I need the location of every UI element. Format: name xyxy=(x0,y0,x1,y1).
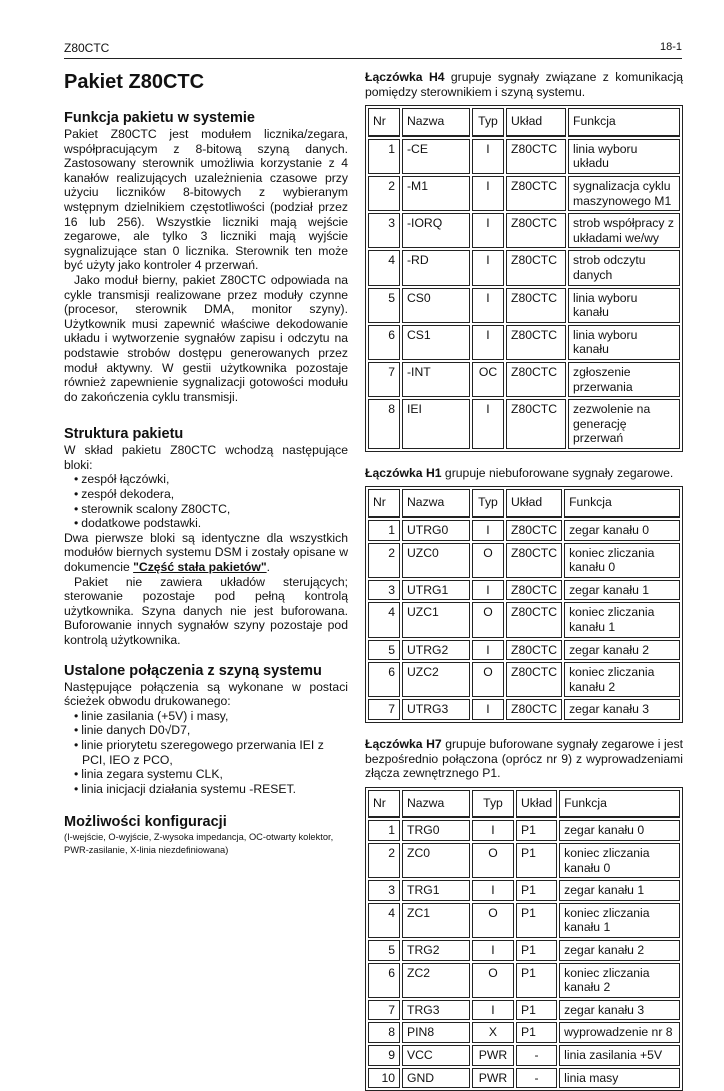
table-cell: Z80CTC xyxy=(506,662,562,697)
table-cell: I xyxy=(472,176,504,211)
table-cell: strob współpracy z układami we/wy xyxy=(568,213,680,248)
table-row xyxy=(368,1068,680,1089)
table-cell: PWR xyxy=(472,1068,514,1089)
table-cell: -IORQ xyxy=(402,213,470,248)
table-cell: koniec zliczania kanału 0 xyxy=(559,843,680,878)
table-cell: -M1 xyxy=(402,176,470,211)
table-cell: I xyxy=(472,213,504,248)
list-item: • linie zasilania (+5V) i masy, xyxy=(64,709,348,724)
section-heading-function: Funkcja pakietu w systemie xyxy=(64,110,255,126)
table-h1 xyxy=(365,486,683,723)
table-cell: P1 xyxy=(516,843,557,878)
table-cell: linia masy xyxy=(559,1068,680,1089)
section-heading-config: Możliwości konfiguracji xyxy=(64,814,227,831)
caption-h7-bold: Łączówka H7 xyxy=(365,737,442,751)
table-cell: UZC0 xyxy=(402,543,470,578)
table-row xyxy=(368,843,680,878)
table-cell: 7 xyxy=(368,1000,400,1021)
table-cell: 2 xyxy=(368,176,400,211)
table-cell: Z80CTC xyxy=(506,176,566,211)
paragraph-structure-1 xyxy=(64,531,348,575)
table-cell: Z80CTC xyxy=(506,250,566,285)
table-cell: koniec zliczania kanału 1 xyxy=(559,903,680,938)
table-cell: P1 xyxy=(516,903,557,938)
table-row xyxy=(368,176,680,211)
list-item: • sterownik scalony Z80CTC, xyxy=(64,502,348,517)
table-row xyxy=(368,662,680,697)
list-item: • linie danych D0√D7, xyxy=(64,723,348,738)
table-cell: wyprowadzenie nr 8 xyxy=(559,1022,680,1043)
table-cell: I xyxy=(472,640,504,661)
table-cell: 1 xyxy=(368,139,400,174)
table-header-row xyxy=(368,108,680,137)
table-cell: UTRG3 xyxy=(402,699,470,720)
paragraph-connections-intro: Następujące połączenia są wykonane w postaci ścieżek obwodu drukowanego: xyxy=(64,679,348,709)
header-page-number: 18-1 xyxy=(659,41,682,53)
table-cell: 9 xyxy=(368,1045,400,1066)
table-cell: I xyxy=(472,250,504,285)
table-row xyxy=(368,543,680,578)
table-cell: koniec zliczania kanału 0 xyxy=(564,543,680,578)
table-row xyxy=(368,213,680,248)
table-cell: zegar kanału 3 xyxy=(559,1000,680,1021)
page-header xyxy=(64,40,682,59)
table-row xyxy=(368,580,680,601)
table-cell: IEI xyxy=(402,399,470,449)
column-header: Nazwa xyxy=(402,489,470,518)
table-cell: UTRG1 xyxy=(402,580,470,601)
table-cell: sygnalizacja cyklu maszynowego M1 xyxy=(568,176,680,211)
table-cell: 3 xyxy=(368,880,400,901)
caption-h4-text: grupuje sygnały związane z komunikacją pomiędzy sterownikiem i szyną systemu. xyxy=(365,70,683,99)
table-cell: PIN8 xyxy=(402,1022,470,1043)
table-row xyxy=(368,250,680,285)
table-cell: I xyxy=(472,1000,514,1021)
paragraph-structure-intro: W skład pakietu Z80CTC wchodzą następujące bloki: xyxy=(64,443,348,472)
caption-h7-text: grupuje buforowane sygnały zegarowe i jest bezpośrednio połączona (oprócz nr 9) z wyprowadzeniami złącza zewnętrznego P1. xyxy=(365,737,683,781)
table-cell: Z80CTC xyxy=(506,139,566,174)
table-cell: OC xyxy=(472,362,504,397)
column-header: Typ xyxy=(472,489,504,518)
table-cell: strob odczytu danych xyxy=(568,250,680,285)
list-item: • dodatkowe podstawki. xyxy=(64,516,348,531)
column-header: Typ xyxy=(472,790,514,819)
table-cell: I xyxy=(472,139,504,174)
table-cell: 2 xyxy=(368,543,400,578)
section-heading-connections: Ustalone połączenia z szyną systemu xyxy=(64,662,322,679)
caption-h4-bold: Łączówka H4 xyxy=(365,70,445,84)
table-cell: TRG0 xyxy=(402,820,470,841)
structure-list xyxy=(64,472,348,530)
table-cell: koniec zliczania kanału 1 xyxy=(564,602,680,637)
table-cell: 10 xyxy=(368,1068,400,1089)
link-czesc-stala[interactable]: "Część stała pakietów" xyxy=(133,560,267,575)
table-cell: ZC0 xyxy=(402,843,470,878)
table-cell: VCC xyxy=(402,1045,470,1066)
table-cell: UTRG0 xyxy=(402,520,470,541)
table-cell: zegar kanału 1 xyxy=(564,580,680,601)
table-cell: 4 xyxy=(368,602,400,637)
table-cell: O xyxy=(472,602,504,637)
table-cell: I xyxy=(472,399,504,449)
table-cell: Z80CTC xyxy=(506,399,566,449)
table-cell: I xyxy=(472,880,514,901)
paragraph-function-2: Jako moduł bierny, pakiet Z80CTC odpowiada na cykle transmisji realizowane przez moduły czynne (procesor, sterownik DMA, monitor szyny). Użytkownik musi zapewnić właściwe dekodowanie układu i wytworzenie sygnałów zapisu i odczytu na podstawie strobów dostępu generowanych przez moduł aktywny. W gestii użytkownika pozostaje również zapewnienie sygnalizacji gotowości modułu do zakończenia cyklu transmisji. xyxy=(64,272,348,404)
table-cell: 6 xyxy=(368,662,400,697)
table-cell: 6 xyxy=(368,963,400,998)
list-item: • zespół dekodera, xyxy=(64,487,348,502)
table-cell: Z80CTC xyxy=(506,699,562,720)
table-cell: I xyxy=(472,288,504,323)
table-cell: Z80CTC xyxy=(506,580,562,601)
table-cell: ZC1 xyxy=(402,903,470,938)
table-cell: Z80CTC xyxy=(506,362,566,397)
table-cell: UZC2 xyxy=(402,662,470,697)
section-heading-structure: Struktura pakietu xyxy=(64,426,184,443)
table-cell: UZC1 xyxy=(402,602,470,637)
column-header: Typ xyxy=(472,108,504,137)
table-header-row xyxy=(368,489,680,518)
caption-h1-text: grupuje niebuforowane sygnały zegarowe. xyxy=(441,465,674,480)
table-cell: 5 xyxy=(368,288,400,323)
table-cell: Z80CTC xyxy=(506,640,562,661)
table-cell: GND xyxy=(402,1068,470,1089)
table-row xyxy=(368,880,680,901)
table-row xyxy=(368,1045,680,1066)
table-cell: 4 xyxy=(368,903,400,938)
table-cell: 5 xyxy=(368,940,400,961)
table-cell: zegar kanału 1 xyxy=(559,880,680,901)
table-cell: zegar kanału 2 xyxy=(564,640,680,661)
table-cell: O xyxy=(472,843,514,878)
table-cell: I xyxy=(472,325,504,360)
table-cell: koniec zliczania kanału 2 xyxy=(559,963,680,998)
table-cell: ZC2 xyxy=(402,963,470,998)
text-structure-pre: Dwa pierwsze bloki są identyczne dla wszystkich modułów biernych systemu DSM i zostały opisane w dokumencie xyxy=(64,530,348,575)
table-cell: I xyxy=(472,820,514,841)
table-row xyxy=(368,903,680,938)
table-row xyxy=(368,963,680,998)
table-cell: -INT xyxy=(402,362,470,397)
table-cell: linia wyboru układu xyxy=(568,139,680,174)
table-header-row xyxy=(368,790,680,819)
column-header: Układ xyxy=(506,489,562,518)
table-cell: 7 xyxy=(368,699,400,720)
table-cell: P1 xyxy=(516,880,557,901)
table-cell: zegar kanału 0 xyxy=(564,520,680,541)
table-cell: 6 xyxy=(368,325,400,360)
column-header: Nazwa xyxy=(402,790,470,819)
table-row xyxy=(368,288,680,323)
list-item: • zespół łączówki, xyxy=(64,472,348,487)
table-cell: X xyxy=(472,1022,514,1043)
table-cell: - xyxy=(516,1068,557,1089)
column-header: Układ xyxy=(506,108,566,137)
table-cell: 2 xyxy=(368,843,400,878)
table-h4 xyxy=(365,105,683,452)
table-row xyxy=(368,325,680,360)
table-cell: -CE xyxy=(402,139,470,174)
table-cell: Z80CTC xyxy=(506,543,562,578)
table-cell: koniec zliczania kanału 2 xyxy=(564,662,680,697)
list-item: • linia inicjacji działania systemu -RESET. xyxy=(64,782,348,797)
table-cell: O xyxy=(472,662,504,697)
table-row xyxy=(368,1000,680,1021)
table-cell: P1 xyxy=(516,1022,557,1043)
table-cell: Z80CTC xyxy=(506,213,566,248)
table-cell: Z80CTC xyxy=(506,288,566,323)
table-cell: O xyxy=(472,543,504,578)
table-cell: 3 xyxy=(368,213,400,248)
table-cell: Z80CTC xyxy=(506,520,562,541)
list-item: • linie priorytetu szeregowego przerwania IEI z PCI, IEO z PCO, xyxy=(64,738,348,767)
paragraph-function-1: Pakiet Z80CTC jest modułem licznika/zegara, współpracującym z 8-bitową szyną danych. Zastosowany sterownik umożliwia korzystanie z 4 kanałów realizujących uzależnienia czasowe przy użyciu liczników 8-bitowych z wybieranym wstępnym dzielnikiem częstotliwości (podział przez 16 lub 256). Wszystkie liczniki mają wejście zegarowe, ale tylko 3 liczniki mają wyjście sygnalizujące stan 0 licznika. Sterownik ten może być użyty jako kontroler 4 przerwań. xyxy=(64,127,348,273)
table-row xyxy=(368,139,680,174)
table-h7 xyxy=(365,787,683,1091)
column-header: Układ xyxy=(516,790,557,819)
left-column xyxy=(64,70,348,856)
column-header: Funkcja xyxy=(564,489,680,518)
table-cell: TRG2 xyxy=(402,940,470,961)
list-item: • linia zegara systemu CLK, xyxy=(64,767,348,782)
table-cell: I xyxy=(472,940,514,961)
table-cell: CS0 xyxy=(402,288,470,323)
table-cell: linia zasilania +5V xyxy=(559,1045,680,1066)
table-cell: 5 xyxy=(368,640,400,661)
column-header: Nazwa xyxy=(402,108,470,137)
caption-h1 xyxy=(365,466,683,481)
table-row xyxy=(368,1022,680,1043)
table-row xyxy=(368,820,680,841)
paragraph-structure-2: Pakiet nie zawiera układów sterujących; sterowanie pozostaje pod pełną kontrolą użytkownika. Szyna danych nie jest buforowana. Buforowanie innych sygnałów szyny pozostaje pod kontrolą użytkownika. xyxy=(64,574,348,647)
table-cell: TRG3 xyxy=(402,1000,470,1021)
table-cell: - xyxy=(516,1045,557,1066)
table-row xyxy=(368,362,680,397)
table-cell: 7 xyxy=(368,362,400,397)
table-cell: zegar kanału 2 xyxy=(559,940,680,961)
table-cell: I xyxy=(472,520,504,541)
table-cell: TRG1 xyxy=(402,880,470,901)
table-cell: UTRG2 xyxy=(402,640,470,661)
table-cell: linia wyboru kanału xyxy=(568,325,680,360)
table-cell: I xyxy=(472,699,504,720)
table-cell: 8 xyxy=(368,1022,400,1043)
table-row xyxy=(368,699,680,720)
table-cell: 4 xyxy=(368,250,400,285)
table-cell: 1 xyxy=(368,820,400,841)
connections-list xyxy=(64,709,348,797)
table-cell: 3 xyxy=(368,580,400,601)
page-title: Pakiet Z80CTC xyxy=(64,71,205,93)
table-cell: 8 xyxy=(368,399,400,449)
table-cell: Z80CTC xyxy=(506,602,562,637)
table-cell: I xyxy=(472,580,504,601)
right-column xyxy=(365,70,683,1091)
table-cell: -RD xyxy=(402,250,470,285)
column-header: Nr xyxy=(368,790,400,819)
text-structure-post: . xyxy=(266,560,270,575)
caption-h1-bold: Łączówka H1 xyxy=(365,465,442,480)
table-cell: linia wyboru kanału xyxy=(568,288,680,323)
table-cell: zezwolenie na generację przerwań xyxy=(568,399,680,449)
caption-h4 xyxy=(365,70,683,99)
table-cell: O xyxy=(472,903,514,938)
table-cell: PWR xyxy=(472,1045,514,1066)
column-header: Nr xyxy=(368,489,400,518)
table-row xyxy=(368,399,680,449)
table-cell: CS1 xyxy=(402,325,470,360)
column-header: Nr xyxy=(368,108,400,137)
table-cell: zegar kanału 3 xyxy=(564,699,680,720)
table-row xyxy=(368,640,680,661)
table-cell: Z80CTC xyxy=(506,325,566,360)
header-doc-name: Z80CTC xyxy=(64,41,110,55)
column-header: Funkcja xyxy=(568,108,680,137)
caption-h7 xyxy=(365,737,683,781)
table-cell: zegar kanału 0 xyxy=(559,820,680,841)
table-cell: P1 xyxy=(516,963,557,998)
column-header: Funkcja xyxy=(559,790,680,819)
table-cell: P1 xyxy=(516,820,557,841)
table-cell: P1 xyxy=(516,940,557,961)
table-row xyxy=(368,520,680,541)
table-cell: P1 xyxy=(516,1000,557,1021)
config-legend-note: (I-wejście, O-wyjście, Z-wysoka impedancja, OC-otwarty kolektor, PWR-zasilanie, X-linia niezdefiniowana) xyxy=(64,832,334,855)
table-row xyxy=(368,602,680,637)
table-cell: 1 xyxy=(368,520,400,541)
table-cell: zgłoszenie przerwania xyxy=(568,362,680,397)
table-row xyxy=(368,940,680,961)
table-cell: O xyxy=(472,963,514,998)
